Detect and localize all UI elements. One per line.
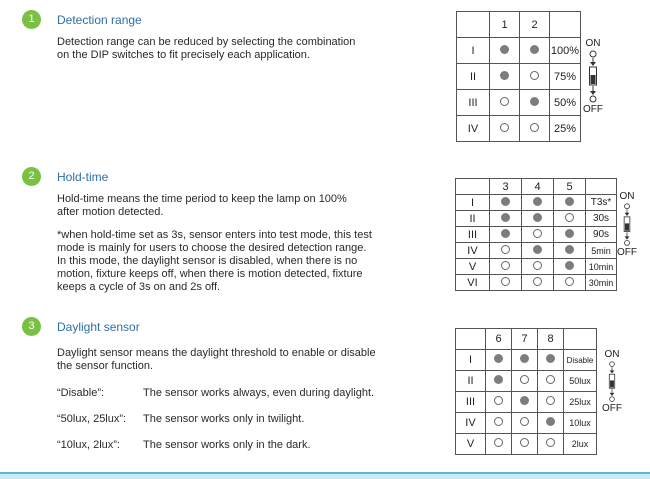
- row-value: 30min: [586, 275, 617, 291]
- dip-off-dot: [500, 123, 509, 132]
- dip-off-dot: [494, 438, 503, 447]
- switch-off-label: OFF: [617, 247, 637, 258]
- dip-off-dot: [520, 375, 529, 384]
- row-value: 2lux: [564, 434, 597, 455]
- row-label: III: [457, 90, 490, 116]
- dip-off-dot: [565, 213, 574, 222]
- section-number-badge: 3: [22, 317, 41, 336]
- mode-text: The sensor works only in twilight.: [143, 413, 305, 425]
- section-number-badge: 2: [22, 167, 41, 186]
- dip-on-dot: [500, 71, 509, 80]
- mode-row: [57, 387, 427, 400]
- column-header: 3: [490, 179, 522, 195]
- test-mode-note: *when hold-time set as 3s, sensor enters into test mode, this test mode is mainly for users to choose the desired detection range. In this mode, the daylight sensor is disabled, when there is no motion, fixture keeps off, when there is motion detected, fixture keeps a cycle of 3s on and 2s off.: [57, 229, 372, 293]
- paragraph: Detection range can be reduced by selecting the combination on the DIP switches to fit precisely each application.: [57, 36, 356, 61]
- dip-on-dot: [565, 229, 574, 238]
- section-description: [57, 347, 427, 452]
- dip-on-dot: [494, 354, 503, 363]
- switch-on-label: ON: [619, 191, 635, 202]
- dip-on-dot: [520, 396, 529, 405]
- row-label: III: [456, 227, 490, 243]
- table-row: [457, 116, 581, 142]
- row-label: IV: [456, 413, 486, 434]
- table-row: [456, 275, 617, 291]
- dip-off-dot: [546, 438, 555, 447]
- dip-on-dot: [565, 197, 574, 206]
- dip-on-dot: [500, 45, 509, 54]
- section-description: [57, 36, 417, 62]
- dip-on-dot: [520, 354, 529, 363]
- dip-on-dot: [501, 229, 510, 238]
- row-value: 5min: [586, 243, 617, 259]
- section-title: Hold-time: [57, 170, 109, 184]
- table-row: [456, 211, 617, 227]
- row-value: 25%: [550, 116, 581, 142]
- dip-on-dot: [533, 197, 542, 206]
- row-value: 50lux: [564, 371, 597, 392]
- dip-on-dot: [501, 197, 510, 206]
- table-row: [456, 434, 597, 455]
- dip-off-dot: [501, 261, 510, 270]
- switch-on-label: ON: [604, 349, 620, 360]
- column-header: 8: [538, 329, 564, 350]
- row-value: T3s*: [586, 195, 617, 211]
- dip-off-dot: [520, 438, 529, 447]
- dip-off-dot: [501, 245, 510, 254]
- dip-switch-diagram: [600, 349, 624, 415]
- dip-off-dot: [533, 229, 542, 238]
- dip-table-hold-time: [455, 178, 617, 291]
- table-row: [456, 350, 597, 371]
- mode-label: “10lux, 2lux”:: [57, 439, 120, 451]
- mode-label: “50lux, 25lux”:: [57, 413, 127, 425]
- column-header: 2: [520, 12, 550, 38]
- row-label: II: [456, 371, 486, 392]
- row-label: I: [457, 38, 490, 64]
- column-header: 4: [522, 179, 554, 195]
- dip-on-dot: [494, 375, 503, 384]
- dip-off-dot: [500, 97, 509, 106]
- dip-off-dot: [533, 261, 542, 270]
- dip-on-dot: [565, 261, 574, 270]
- dip-switch-diagram: [581, 38, 605, 116]
- section-description: [57, 193, 427, 294]
- mode-row: [57, 439, 427, 452]
- row-label: III: [456, 392, 486, 413]
- column-header: 7: [512, 329, 538, 350]
- row-label: IV: [457, 116, 490, 142]
- dip-off-dot: [494, 396, 503, 405]
- dip-table-daylight-sensor: [455, 328, 597, 455]
- table-row: [456, 259, 617, 275]
- dip-off-dot: [546, 396, 555, 405]
- dip-off-dot: [530, 71, 539, 80]
- dip-on-dot: [530, 97, 539, 106]
- column-header: 6: [486, 329, 512, 350]
- footer-band: [0, 472, 650, 479]
- mode-row: [57, 413, 427, 426]
- table-row: [456, 392, 597, 413]
- dip-off-dot: [530, 123, 539, 132]
- row-value: 25lux: [564, 392, 597, 413]
- table-row: [457, 64, 581, 90]
- dip-on-dot: [565, 245, 574, 254]
- row-value: 90s: [586, 227, 617, 243]
- dip-on-dot: [530, 45, 539, 54]
- row-value: 30s: [586, 211, 617, 227]
- dip-on-dot: [546, 417, 555, 426]
- footer-accent-line: [0, 472, 650, 474]
- table-row: [456, 413, 597, 434]
- table-row: [456, 243, 617, 259]
- row-value: 10min: [586, 259, 617, 275]
- section-number-badge: 1: [22, 10, 41, 29]
- corner-cell: [456, 179, 490, 195]
- table-row: [457, 90, 581, 116]
- row-value: 10lux: [564, 413, 597, 434]
- column-header: [586, 179, 617, 195]
- dip-switch-diagram: [615, 191, 639, 259]
- switch-icon: [620, 203, 634, 247]
- row-value: 75%: [550, 64, 581, 90]
- switch-on-label: ON: [585, 38, 601, 49]
- table-row: [456, 371, 597, 392]
- switch-icon: [586, 50, 600, 104]
- row-label: IV: [456, 243, 490, 259]
- dip-off-dot: [546, 375, 555, 384]
- column-header: 5: [554, 179, 586, 195]
- dip-off-dot: [520, 417, 529, 426]
- mode-label: “Disable”:: [57, 387, 105, 399]
- paragraph: Daylight sensor means the daylight threshold to enable or disable the sensor function.: [57, 347, 376, 372]
- table-row: [457, 38, 581, 64]
- dip-off-dot: [494, 417, 503, 426]
- switch-off-label: OFF: [583, 104, 603, 115]
- row-label: I: [456, 350, 486, 371]
- switch-off-label: OFF: [602, 403, 622, 414]
- row-value: 50%: [550, 90, 581, 116]
- row-label: V: [456, 259, 490, 275]
- mode-text: The sensor works always, even during daylight.: [143, 387, 375, 399]
- dip-table-detection-range: [456, 11, 581, 142]
- row-value: 100%: [550, 38, 581, 64]
- dip-on-dot: [533, 245, 542, 254]
- corner-cell: [457, 12, 490, 38]
- row-value: Disable: [564, 350, 597, 371]
- dip-on-dot: [546, 354, 555, 363]
- row-label: VI: [456, 275, 490, 291]
- row-label: II: [457, 64, 490, 90]
- column-header: 1: [490, 12, 520, 38]
- column-header: [564, 329, 597, 350]
- dip-on-dot: [533, 213, 542, 222]
- mode-text: The sensor works only in the dark.: [143, 439, 311, 451]
- section-title: Daylight sensor: [57, 320, 140, 334]
- dip-on-dot: [501, 213, 510, 222]
- corner-cell: [456, 329, 486, 350]
- row-label: V: [456, 434, 486, 455]
- paragraph: Hold-time means the time period to keep the lamp on 100% after motion detected.: [57, 193, 347, 218]
- row-label: II: [456, 211, 490, 227]
- dip-off-dot: [501, 277, 510, 286]
- column-header: [550, 12, 581, 38]
- dip-off-dot: [565, 277, 574, 286]
- row-label: I: [456, 195, 490, 211]
- switch-icon: [605, 361, 619, 403]
- table-row: [456, 227, 617, 243]
- table-row: [456, 195, 617, 211]
- section-title: Detection range: [57, 13, 142, 27]
- dip-off-dot: [533, 277, 542, 286]
